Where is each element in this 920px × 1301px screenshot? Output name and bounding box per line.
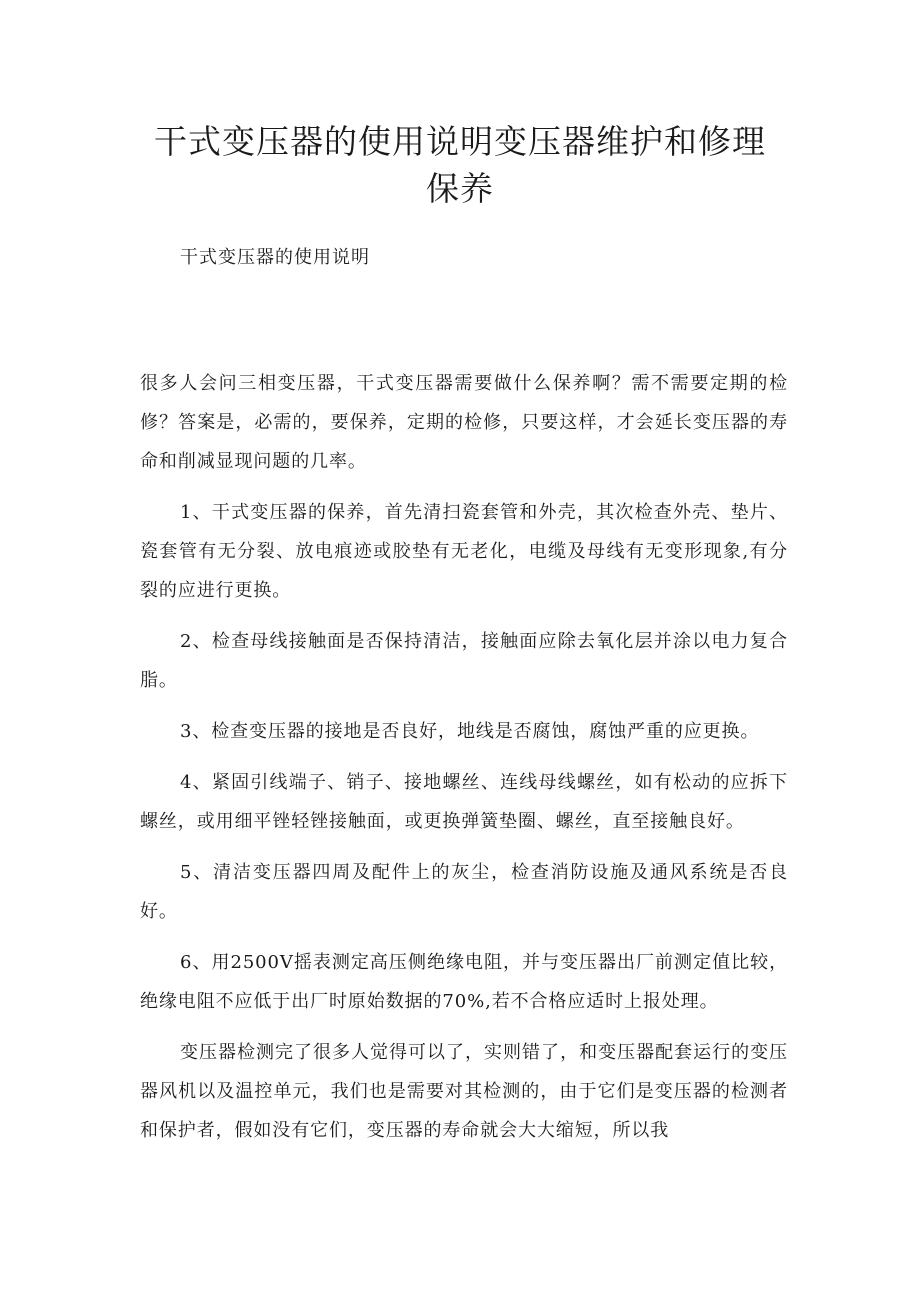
- paragraph-item-1: 1、干式变压器的保养，首先清扫瓷套管和外壳，其次检查外壳、垫片、瓷套管有无分裂、放电痕迹或胶垫有无老化，电缆及母线有无变形现象,有分裂的应进行更换。: [140, 502, 788, 601]
- paragraph-item-3: 3、检查变压器的接地是否良好，地线是否腐蚀，腐蚀严重的应更换。: [180, 721, 760, 742]
- paragraph-item-4: 4、紧固引线端子、销子、接地螺丝、连线母线螺丝，如有松动的应拆下螺丝，或用细平锉轻锉接触面，或更换弹簧垫圈、螺丝，直至接触良好。: [140, 772, 788, 832]
- paragraph-item-2: 2、检查母线接触面是否保持清洁，接触面应除去氧化层并涂以电力复合脂。: [140, 631, 788, 691]
- paragraph-item-5: 5、清洁变压器四周及配件上的灰尘，检查消防设施及通风系统是否良好。: [140, 862, 788, 922]
- paragraph-item-6: 6、用2500V摇表测定高压侧绝缘电阻，并与变压器出厂前测定值比较，绝缘电阻不应低于出厂时原始数据的70%,若不合格应适时上报处理。: [140, 952, 788, 1012]
- document-body: [140, 364, 788, 1162]
- paragraph-conclusion: 变压器检测完了很多人觉得可以了，实则错了，和变压器配套运行的变压器风机以及温控单元，我们也是需要对其检测的，由于它们是变压器的检测者和保护者，假如没有它们，变压器的寿命就会大大缩短，所以我: [140, 1042, 788, 1141]
- paragraph-intro: 很多人会问三相变压器，干式变压器需要做什么保养啊？需不需要定期的检修？答案是，必需的，要保养，定期的检修，只要这样，才会延长变压器的寿命和削减显现问题的几率。: [140, 373, 788, 472]
- document-title: 干式变压器的使用说明变压器维护和修理保养: [154, 122, 766, 208]
- document-subtitle: 干式变压器的使用说明: [180, 247, 370, 268]
